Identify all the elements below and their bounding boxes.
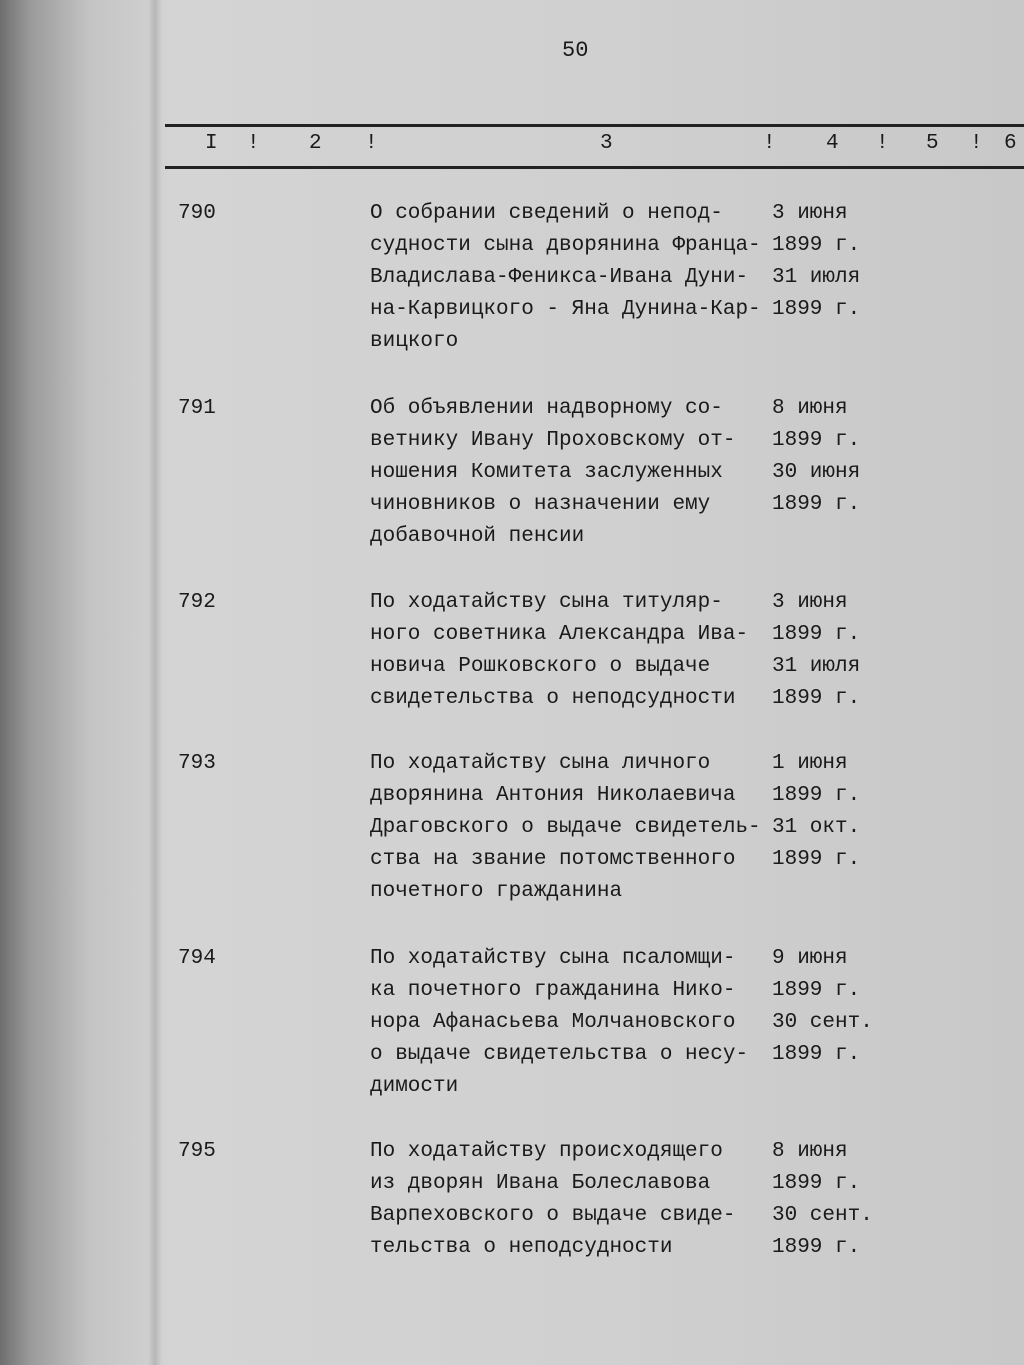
date-line: 1899 г. — [772, 623, 861, 646]
col-separator: ! — [970, 132, 983, 155]
date-line: 1899 г. — [772, 1236, 861, 1259]
description-line: димости — [370, 1075, 459, 1098]
date-line: 9 июня — [772, 947, 848, 970]
description-line: Владислава-Феникса-Ивана Дуни- — [370, 266, 749, 289]
date-line: 31 июля — [772, 266, 861, 289]
col-header-1: I — [205, 132, 218, 155]
description-line: новича Рошковского о выдаче — [370, 655, 711, 678]
date-line: 1899 г. — [772, 298, 861, 321]
entry-dates — [772, 587, 860, 715]
date-line: 1899 г. — [772, 234, 861, 257]
header-bottom-rule — [165, 166, 1024, 169]
description-line: судности сына дворянина Франца- — [370, 234, 761, 257]
date-line: 30 сент. — [772, 1204, 873, 1227]
description-line: Варпеховского о выдаче свиде- — [370, 1204, 736, 1227]
entry-number: 793 — [178, 752, 216, 775]
date-line: 3 июня — [772, 202, 848, 225]
description-line: на-Карвицкого - Яна Дунина-Кар- — [370, 298, 761, 321]
entry-description — [370, 1136, 735, 1264]
date-line: 8 июня — [772, 1140, 848, 1163]
date-line: 31 июля — [772, 655, 861, 678]
date-line: 1899 г. — [772, 687, 861, 710]
entry-number: 794 — [178, 947, 216, 970]
header-top-rule — [165, 124, 1024, 127]
col-header-3: 3 — [600, 132, 613, 155]
entry-number: 790 — [178, 202, 216, 225]
description-line: По ходатайству сына псаломщи- — [370, 947, 736, 970]
col-header-4: 4 — [826, 132, 839, 155]
description-line: дворянина Антония Николаевича — [370, 784, 736, 807]
book-spine-shadow — [148, 0, 162, 1365]
entry-number: 792 — [178, 591, 216, 614]
date-line: 1899 г. — [772, 979, 861, 1002]
description-line: ношения Комитета заслуженных — [370, 461, 723, 484]
entry-description — [370, 198, 761, 358]
description-line: По ходатайству сына титуляр- — [370, 591, 723, 614]
entry-dates — [772, 943, 873, 1071]
date-line: 1899 г. — [772, 493, 861, 516]
description-line: ства на звание потомственного — [370, 848, 736, 871]
col-header-5: 5 — [926, 132, 939, 155]
description-line: Об объявлении надворному со- — [370, 397, 723, 420]
entry-dates — [772, 1136, 873, 1264]
entry-description — [370, 587, 748, 715]
description-line: добавочной пенсии — [370, 525, 585, 548]
col-separator: ! — [247, 132, 260, 155]
description-line: нора Афанасьева Молчановского — [370, 1011, 736, 1034]
description-line: ветнику Ивану Проховскому от- — [370, 429, 736, 452]
description-line: По ходатайству сына личного — [370, 752, 711, 775]
col-header-2: 2 — [309, 132, 322, 155]
description-line: Драговского о выдаче свидетель- — [370, 816, 761, 839]
entry-dates — [772, 748, 860, 876]
date-line: 3 июня — [772, 591, 848, 614]
date-line: 8 июня — [772, 397, 848, 420]
description-line: о выдаче свидетельства о несу- — [370, 1043, 749, 1066]
col-separator: ! — [365, 132, 378, 155]
date-line: 30 июня — [772, 461, 861, 484]
date-line: 31 окт. — [772, 816, 861, 839]
entry-number: 795 — [178, 1140, 216, 1163]
entry-dates — [772, 393, 860, 521]
date-line: 1899 г. — [772, 784, 861, 807]
entry-dates — [772, 198, 860, 326]
col-separator: ! — [876, 132, 889, 155]
date-line: 1 июня — [772, 752, 848, 775]
description-line: почетного гражданина — [370, 880, 623, 903]
page-number: 50 — [562, 38, 589, 63]
date-line: 1899 г. — [772, 1043, 861, 1066]
date-line: 1899 г. — [772, 848, 861, 871]
date-line: 1899 г. — [772, 1172, 861, 1195]
description-line: вицкого — [370, 330, 459, 353]
entry-description — [370, 943, 748, 1103]
description-line: По ходатайству происходящего — [370, 1140, 723, 1163]
description-line: из дворян Ивана Болеславова — [370, 1172, 711, 1195]
description-line: О собрании сведений о непод- — [370, 202, 723, 225]
entry-number: 791 — [178, 397, 216, 420]
description-line: ного советника Александра Ива- — [370, 623, 749, 646]
col-separator: ! — [763, 132, 776, 155]
col-header-6: 6 — [1004, 132, 1017, 155]
description-line: тельства о неподсудности — [370, 1236, 673, 1259]
date-line: 1899 г. — [772, 429, 861, 452]
description-line: ка почетного гражданина Нико- — [370, 979, 736, 1002]
description-line: свидетельства о неподсудности — [370, 687, 736, 710]
date-line: 30 сент. — [772, 1011, 873, 1034]
description-line: чиновников о назначении ему — [370, 493, 711, 516]
entry-description — [370, 393, 735, 553]
entry-description — [370, 748, 761, 908]
